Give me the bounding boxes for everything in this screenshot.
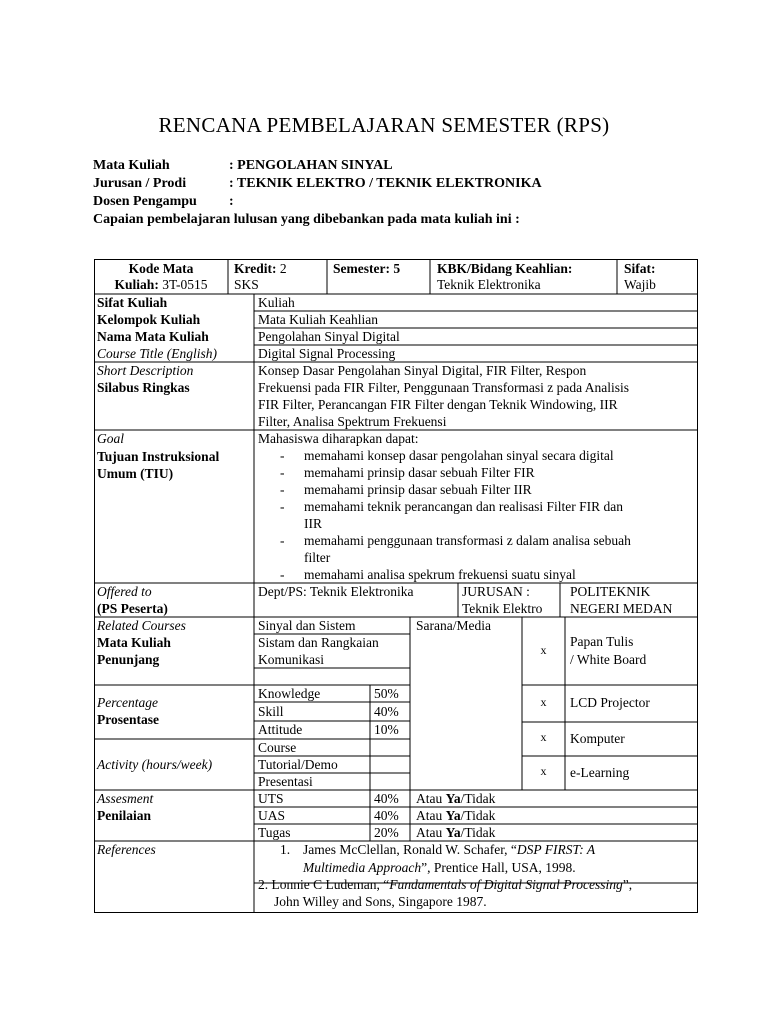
sifat-kuliah-label: Sifat Kuliah xyxy=(97,295,168,310)
option-ya: Ya xyxy=(445,791,461,806)
goal-item: memahami konsep dasar pengolahan sinyal secara digital xyxy=(304,448,614,463)
header-jurusan xyxy=(93,176,542,192)
activity-item: Course xyxy=(258,740,297,755)
tiu-label-2: Umum (TIU) xyxy=(97,466,174,481)
option-atau: Atau xyxy=(416,825,446,840)
header-jurusan-label: Jurusan / Prodi xyxy=(93,176,187,191)
kode-label-2: Kuliah: xyxy=(114,277,159,292)
goal-item-dash: - xyxy=(280,533,285,548)
reference-2-authors: Lonnie C Ludeman, “ xyxy=(271,877,390,892)
checkmark-x: x xyxy=(540,643,547,657)
option-tidak: /Tidak xyxy=(460,791,496,806)
goal-item: IIR xyxy=(304,516,322,531)
reference-2-title: Fundamentals of Digital Signal Processing xyxy=(389,877,623,892)
kredit-unit: SKS xyxy=(234,277,259,292)
assesment-name: UAS xyxy=(258,808,286,823)
percentage-name: Knowledge xyxy=(258,686,321,701)
percentage-name: Attitude xyxy=(258,722,303,737)
jurusan-value: Teknik Elektro xyxy=(462,601,543,616)
header-mata-kuliah xyxy=(93,158,393,174)
reference-number: 1. xyxy=(280,842,291,857)
silabus-ringkas-label: Silabus Ringkas xyxy=(97,380,190,395)
tiu-label-1: Tujuan Instruksional xyxy=(97,449,220,464)
kode-label: Kode Mata xyxy=(128,261,194,276)
kbk-label: KBK/Bidang Keahlian: xyxy=(437,261,573,276)
option-atau: Atau xyxy=(416,791,446,806)
jurusan-label: JURUSAN : xyxy=(462,584,530,599)
kode-value: 3T-0515 xyxy=(162,277,208,292)
goal-item: filter xyxy=(304,550,331,565)
reference-1-line-1 xyxy=(303,841,595,858)
sifat-value: Wajib xyxy=(624,277,656,292)
reference-2-close: ”, xyxy=(622,877,633,892)
goal-item-dash: - xyxy=(280,448,285,463)
media-item-line-1: e-Learning xyxy=(570,765,630,780)
kode-value-line xyxy=(94,276,228,293)
references-label: References xyxy=(97,842,156,857)
reference-1-title-2: Multimedia Approach xyxy=(303,860,422,875)
related-courses-label: Related Courses xyxy=(97,618,186,633)
goal-intro: Mahasiswa diharapkan dapat: xyxy=(258,431,419,446)
header-dosen-value: : xyxy=(229,194,234,209)
assesment-name: Tugas xyxy=(258,825,291,840)
checkmark-x: x xyxy=(540,764,547,778)
option-tidak: /Tidak xyxy=(460,825,496,840)
mata-kuliah-penunjang-2: Penunjang xyxy=(97,652,160,667)
mata-kuliah-penunjang-1: Mata Kuliah xyxy=(97,635,171,650)
header-dosen xyxy=(93,194,234,210)
media-item-line-1: Komputer xyxy=(570,731,625,746)
sifat-kuliah-value: Kuliah xyxy=(258,295,295,310)
header-dosen-label: Dosen Pengampu xyxy=(93,194,197,209)
goal-item-dash: - xyxy=(280,499,285,514)
nama-mata-kuliah-value: Pengolahan Sinyal Digital xyxy=(258,329,400,344)
option-atau: Atau xyxy=(416,808,446,823)
offered-to-label: Offered to xyxy=(97,584,152,599)
description-line: Filter, Analisa Spektrum Frekuensi xyxy=(258,414,447,429)
reference-number: 2. xyxy=(258,877,269,892)
percentage-value: 10% xyxy=(374,722,399,737)
related-course-2-line-1: Sistam dan Rangkaian xyxy=(258,635,379,650)
course-title-label: Course Title (English) xyxy=(97,346,218,361)
activity-label: Activity (hours/week) xyxy=(97,757,213,772)
checkmark-x: x xyxy=(540,730,547,744)
assesment-value: 40% xyxy=(374,791,399,806)
assesment-name: UTS xyxy=(258,791,284,806)
reference-1-publisher: ”, Prentice Hall, USA, 1998. xyxy=(421,860,576,875)
reference-1-line-2 xyxy=(303,859,576,876)
percentage-name: Skill xyxy=(258,704,284,719)
media-item-line-1: LCD Projector xyxy=(570,695,650,710)
kelompok-kuliah-label: Kelompok Kuliah xyxy=(97,312,201,327)
option-tidak: /Tidak xyxy=(460,808,496,823)
goal-item-dash: - xyxy=(280,482,285,497)
sarana-media-label: Sarana/Media xyxy=(416,618,491,633)
assesment-value: 40% xyxy=(374,808,399,823)
related-course-1: Sinyal dan Sistem xyxy=(258,618,356,633)
reference-2-line-2: John Willey and Sons, Singapore 1987. xyxy=(274,894,487,909)
goal-item: memahami prinsip dasar sebuah Filter IIR xyxy=(304,482,532,497)
kredit-value: 2 xyxy=(279,261,287,276)
activity-item: Tutorial/Demo xyxy=(258,757,338,772)
rps-table xyxy=(94,259,698,913)
nama-mata-kuliah-label: Nama Mata Kuliah xyxy=(97,329,209,344)
header-jurusan-value: : TEKNIK ELEKTRO / TEKNIK ELEKTRONIKA xyxy=(229,176,542,191)
goal-label: Goal xyxy=(97,431,124,446)
assesment-option xyxy=(416,790,495,807)
assesment-label: Assesment xyxy=(97,791,154,806)
percentage-value: 40% xyxy=(374,704,399,719)
page-title: RENCANA PEMBELAJARAN SEMESTER (RPS) xyxy=(158,113,610,137)
assesment-option xyxy=(416,824,495,841)
kbk-value: Teknik Elektronika xyxy=(437,277,541,292)
description-line: Konsep Dasar Pengolahan Sinyal Digital, FIR Filter, Respon xyxy=(258,363,587,378)
kredit-label: Kredit: xyxy=(234,261,277,276)
semester-line xyxy=(333,260,400,277)
institution-line-1: POLITEKNIK xyxy=(570,584,651,599)
sifat-label: Sifat: xyxy=(624,261,656,276)
assesment-value: 20% xyxy=(374,825,399,840)
header-mata-kuliah-label: Mata Kuliah xyxy=(93,158,170,173)
institution-line-2: NEGERI MEDAN xyxy=(570,601,673,616)
kredit-line xyxy=(234,260,287,277)
goal-item: memahami analisa spekrum frekuensi suatu sinyal xyxy=(304,567,576,582)
option-ya: Ya xyxy=(445,808,461,823)
semester-value: 5 xyxy=(393,261,401,276)
related-course-2-line-2: Komunikasi xyxy=(258,652,324,667)
penilaian-label: Penilaian xyxy=(97,808,152,823)
ps-peserta-label: (PS Peserta) xyxy=(97,601,168,616)
goal-item: memahami prinsip dasar sebuah Filter FIR xyxy=(304,465,535,480)
media-item-line-2: / White Board xyxy=(570,652,647,667)
assesment-option xyxy=(416,807,495,824)
description-line: FIR Filter, Perancangan FIR Filter dengan Teknik Windowing, IIR xyxy=(258,397,618,412)
option-ya: Ya xyxy=(445,825,461,840)
kelompok-kuliah-value: Mata Kuliah Keahlian xyxy=(258,312,378,327)
goal-item: memahami teknik perancangan dan realisasi Filter FIR dan xyxy=(304,499,624,514)
goal-item: memahami penggunaan transformasi z dalam analisa sebuah xyxy=(304,533,631,548)
goal-item-dash: - xyxy=(280,465,285,480)
percentage-value: 50% xyxy=(374,686,399,701)
header-mata-kuliah-value: : PENGOLAHAN SINYAL xyxy=(229,158,393,173)
percentage-label: Percentage xyxy=(97,695,158,710)
prosentase-label: Prosentase xyxy=(97,712,159,727)
description-line: Frekuensi pada FIR Filter, Penggunaan Transformasi z pada Analisis xyxy=(258,380,630,395)
reference-1-authors: James McClellan, Ronald W. Schafer, “ xyxy=(303,842,517,857)
checkmark-x: x xyxy=(540,695,547,709)
reference-1-title: DSP FIRST: A xyxy=(516,842,596,857)
reference-2-line-1 xyxy=(258,876,632,893)
media-item-line-1: Papan Tulis xyxy=(570,634,634,649)
goal-item-dash: - xyxy=(280,567,285,582)
dept-ps-value: Dept/PS: Teknik Elektronika xyxy=(258,584,414,599)
semester-label: Semester: xyxy=(333,261,390,276)
course-title-value: Digital Signal Processing xyxy=(258,346,396,361)
short-description-label: Short Description xyxy=(97,363,194,378)
header-capaian: Capaian pembelajaran lulusan yang dibebankan pada mata kuliah ini : xyxy=(93,212,520,227)
activity-item: Presentasi xyxy=(258,774,313,789)
